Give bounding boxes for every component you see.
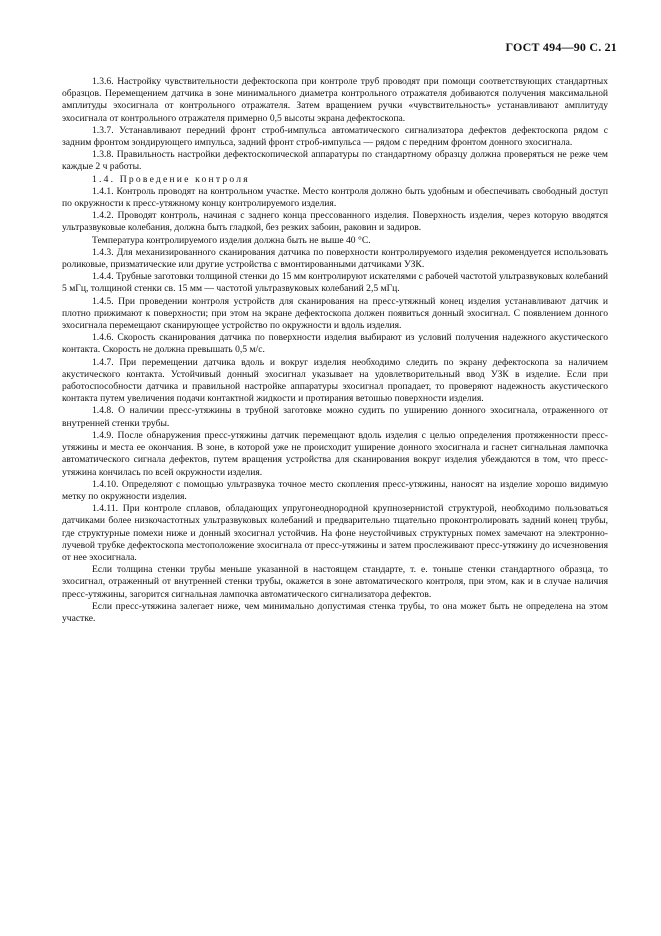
paragraph-1-3-7: 1.3.7. Устанавливают передний фронт строб-импульса автоматического сигнализатора дефектов дефектоскопа рядом с задним фронтом зондирующего импульса, задний фронт строб-импульса — рядом с передним фронтом донного эхосигнала. xyxy=(62,124,608,149)
paragraph-temperature: Температура контролируемого изделия должна быть не выше 40 °С. xyxy=(92,234,371,246)
paragraph-wall-thickness: Если толщина стенки трубы меньше указанной в настоящем стандарте, т. е. тоньше стенки стандартного образца, то эхосигнал, отраженный от внутренней стенки трубы, окажется в зоне автоматического контроля, при этом, как и в случае наличия пресс-утяжины, загорится сигнальная лампочка автоматического сигнализатора дефектов. xyxy=(62,564,608,600)
paragraph-1-4-6: 1.4.6. Скорость сканирования датчика по поверхности изделия выбирают из условий получения надежного акустического контакта. Скорость не должна превышать 0,5 м/с. xyxy=(62,332,608,356)
page-header: ГОСТ 494—90 С. 21 xyxy=(505,40,617,54)
paragraph-1-4-10: 1.4.10. Определяют с помощью ультразвука точное место скопления пресс-утяжины, наносят на изделие хорошо видимую метку по окружности изделия. xyxy=(62,478,608,502)
paragraph-1-3-6: 1.3.6. Настройку чувствительности дефектоскопа при контроле труб проводят при помощи соответствующих стандартных образцов. Перемещением датчика в зоне минимального диаметра контрольного отражателя добиваются получения максимальной амплитуды эхосигнала от контрольного отражателя. Затем вращением ручки «чувствительность» устанавливают амплитуду эхосигнала от контрольного отражателя примерно 0,5 высоты экрана дефектоскопа. xyxy=(62,76,608,124)
paragraph-1-4-2: 1.4.2. Проводят контроль, начиная с заднего конца прессованного изделия. Поверхность изделия, через которую вводятся ультразвуковые колебания, должна быть гладкой, без резких забоин, раковин и задиров. xyxy=(62,210,608,234)
paragraph-1-3-8: 1.3.8. Правильность настройки дефектоскопической аппаратуры по стандартному образцу должна проверяться не реже чем каждые 2 ч работы. xyxy=(62,149,608,173)
paragraph-1-4-11: 1.4.11. При контроле сплавов, обладающих упругонеоднородной крупнозернистой структурой, необходимо пользоваться датчиками более низкочастотных ультразвуковых колебаний и предварительно тщательно проконтролировать задний конец трубы, где структурные помехи ниже и донный эхосигнал устойчив. На фоне неустойчивых структурных помех замечают на электронно-лучевой трубке дефектоскопа местоположение эхосигнала от пресс-утяжины и затем прослеживают пресс-утяжину до исчезновения от нее эхосигнала. xyxy=(62,503,608,563)
paragraph-1-4-1: 1.4.1. Контроль проводят на контрольном участке. Место контроля должно быть удобным и обеспечивать свободный доступ по окружности к пресс-утяжному концу контролируемого изделия. xyxy=(62,185,608,210)
paragraph-1-4-3: 1.4.3. Для механизированного сканирования датчика по поверхности контролируемого изделия рекомендуется использовать роликовые, призматические или другие устройства с вмонтированными датчиками УЗК. xyxy=(62,246,608,271)
paragraph-1-4-5: 1.4.5. При проведении контроля устройств для сканирования на пресс-утяжный конец изделия устанавливают датчик и плотно прижимают к поверхности; при этом на экране дефектоскопа должен появиться донный эхосигнал. С появлением донного эхосигнала перемещают сканирующее устройство по окружности и вдоль изделия. xyxy=(62,295,608,332)
paragraph-1-4-7: 1.4.7. При перемещении датчика вдоль и вокруг изделия необходимо следить по экрану дефектоскопа за наличием акустического контакта. Устойчивый донный эхосигнал указывает на удовлетворительный ввод УЗК в изделие. Если при работоспособности датчика и правильной настройке аппаратуры эхосигнал пропадает, то проверяют надежность акустического контакта путем увеличения подачи контактной жидкости и протирания ветошью поверхности изделия. xyxy=(62,356,608,405)
section-title: 1.4. Проведение контроля xyxy=(92,173,250,185)
document-body xyxy=(62,76,608,625)
paragraph-1-4-9: 1.4.9. После обнаружения пресс-утяжины датчик перемещают вдоль изделия с целью определения протяженности пресс-утяжины и места ее окончания. В зоне, в которой уже не происходит уширение донного эхосигнала и гаснет сигнальная лампочка автоматического сигнала дефектов, путем вращения устройства для сканирования вокруг изделия убеждаются в том, что пресс-утяжина кончилась по всей окружности изделия. xyxy=(62,429,608,478)
paragraph-1-4-4: 1.4.4. Трубные заготовки толщиной стенки до 15 мм контролируют искателями с рабочей частотой ультразвуковых колебаний 5 мГц, толщиной стенки св. 15 мм — частотой ультразвуковых колебаний 2,5 мГц. xyxy=(62,271,608,295)
paragraph-1-4-8: 1.4.8. О наличии пресс-утяжины в трубной заготовке можно судить по уширению донного эхосигнала, отраженного от внутренней стенки трубы. xyxy=(62,405,608,429)
paragraph-below-wall: Если пресс-утяжина залегает ниже, чем минимально допустимая стенка трубы, то она может быть не определена на этом участке. xyxy=(62,600,608,624)
